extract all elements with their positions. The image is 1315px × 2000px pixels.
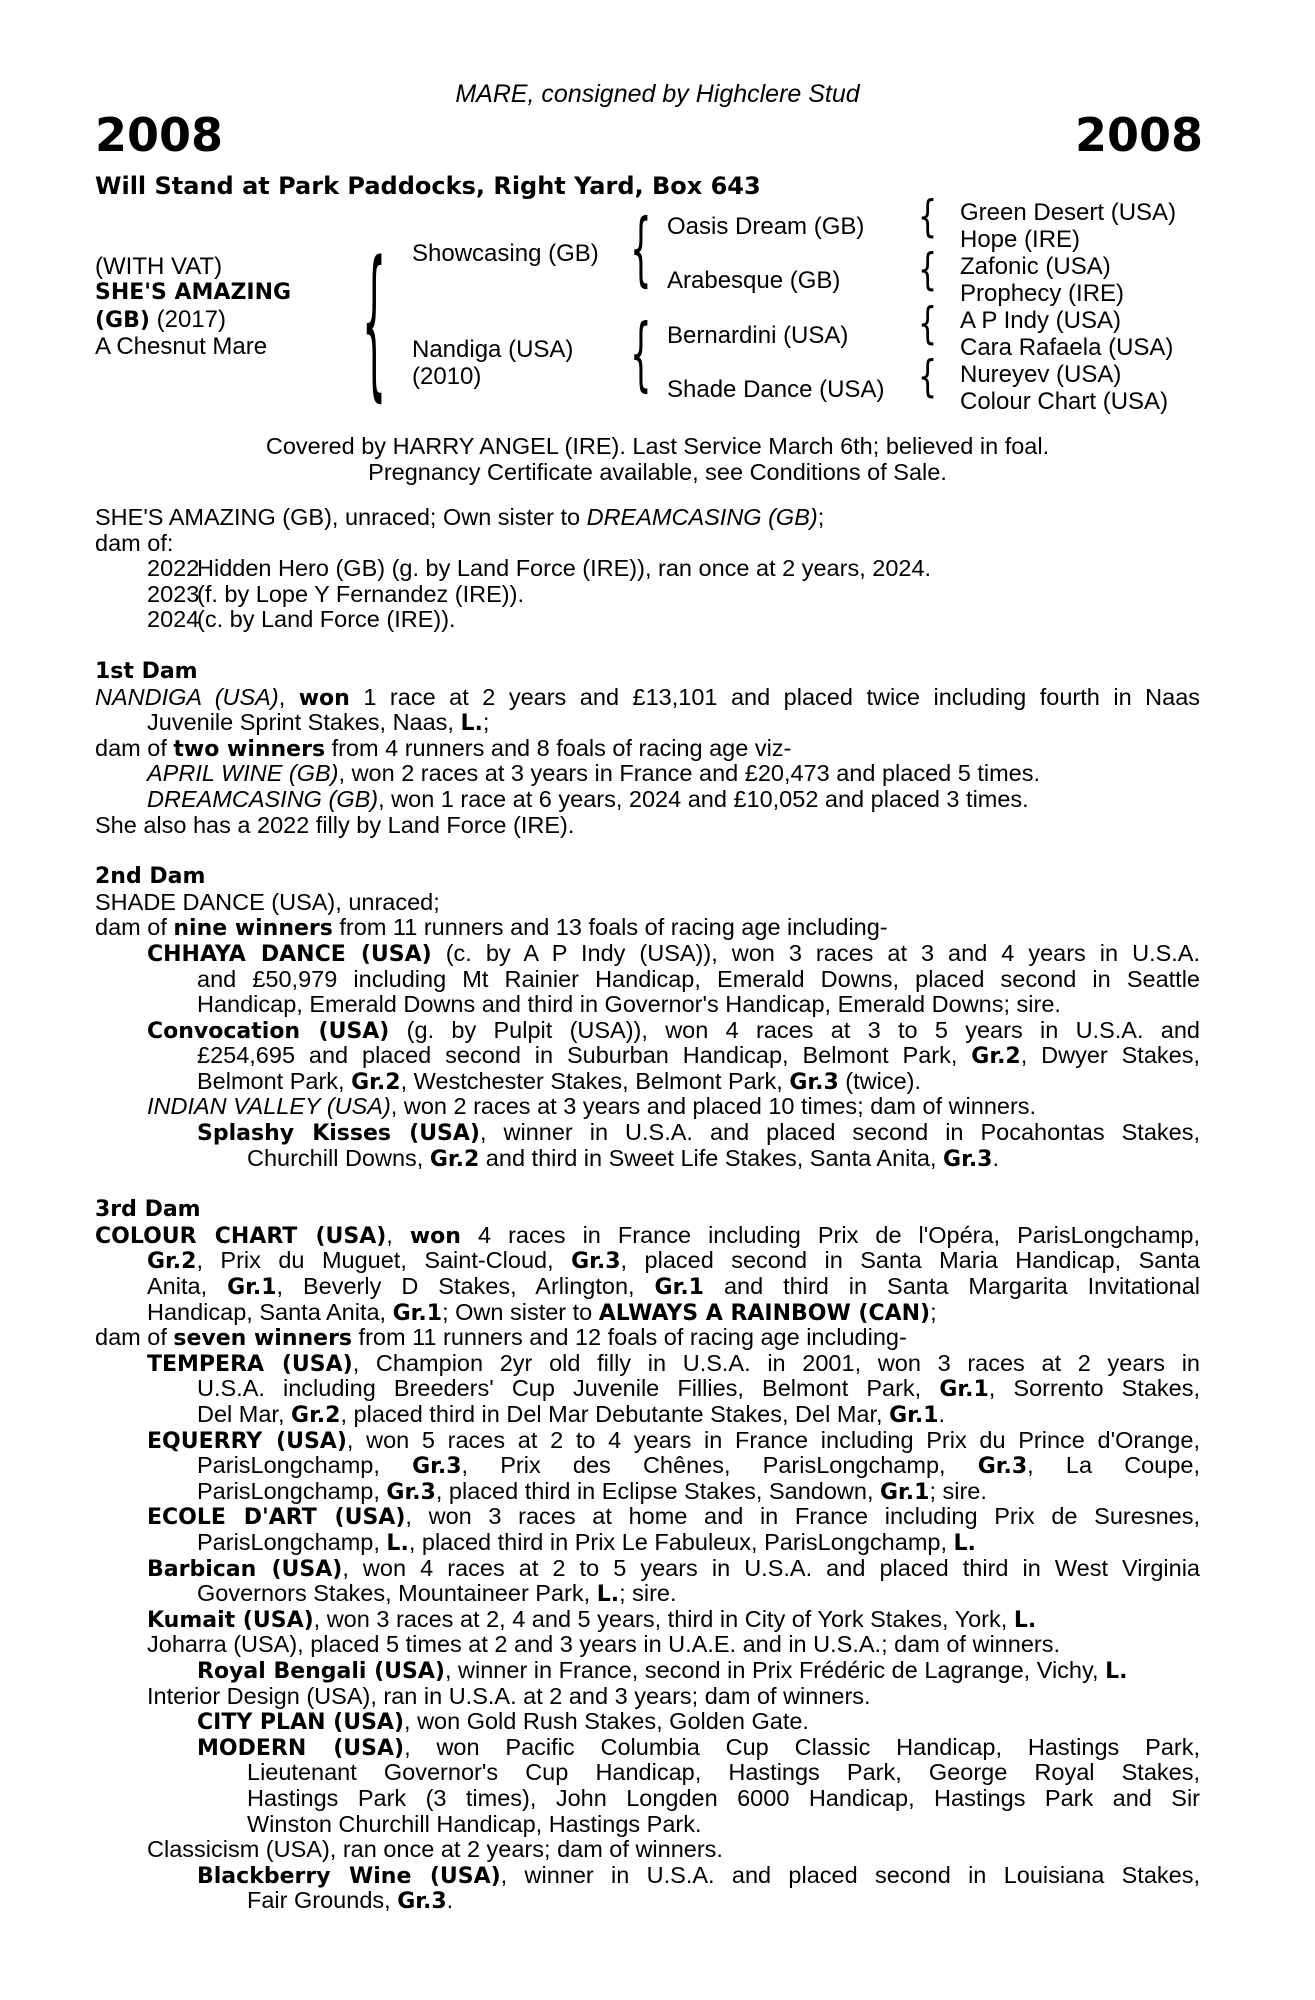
stand-location: Will Stand at Park Paddocks, Right Yard, Box 643 xyxy=(95,172,761,200)
brace-g4: { xyxy=(918,351,938,403)
first-dam-line: DREAMCASING (GB), won 1 race at 6 years, 2024 and £10,052 and placed 3 times. xyxy=(147,785,1029,812)
pedigree-sire-dam: Arabesque (GB) xyxy=(667,267,841,294)
pedigree-g7: Nureyev (USA) xyxy=(960,361,1122,388)
second-dam-line: dam of nine winners from 11 runners and 13 foals of racing age including- xyxy=(95,914,888,942)
pedigree-g4: Prophecy (IRE) xyxy=(960,280,1125,307)
third-dam-line: ParisLongchamp, Gr.3, Prix des Chênes, ParisLongchamp, Gr.3, La Coupe, xyxy=(197,1453,1200,1479)
first-dam-heading: 1st Dam xyxy=(95,658,198,684)
produce-intro-end: ; xyxy=(817,504,825,530)
brace-g1: { xyxy=(918,191,938,243)
produce-dam-of: dam of: xyxy=(95,529,174,556)
pedigree-dam-dam: Shade Dance (USA) xyxy=(667,376,885,403)
third-dam-line: Anita, Gr.1, Beverly D Stakes, Arlington, Gr.1 and third in Santa Margarita Invitational xyxy=(147,1274,1200,1300)
produce-intro-text: SHE'S AMAZING (GB), unraced; Own sister to xyxy=(95,504,587,530)
third-dam-line: Governors Stakes, Mountaineer Park, L.; sire. xyxy=(197,1580,677,1608)
pedigree-g6: Cara Rafaela (USA) xyxy=(960,334,1174,361)
third-dam-line: Classicism (USA), ran once at 2 years; dam of winners. xyxy=(147,1836,723,1863)
pedigree-g1: Green Desert (USA) xyxy=(960,199,1177,226)
horse-year: (2017) xyxy=(156,306,226,333)
vat-note: (WITH VAT) xyxy=(95,253,223,280)
third-dam-line: Del Mar, Gr.2, placed third in Del Mar Debutante Stakes, Del Mar, Gr.1. xyxy=(197,1401,946,1428)
third-dam-line: Joharra (USA), placed 5 times at 2 and 3 years in U.A.E. and in U.S.A.; dam of winners. xyxy=(147,1631,1061,1658)
second-dam-line: CHHAYA DANCE (USA) (c. by A P Indy (USA)), won 3 races at 3 and 4 years in U.S.A. xyxy=(147,940,1200,967)
third-dam-line: Barbican (USA), won 4 races at 2 to 5 years in U.S.A. and placed third in West Virginia xyxy=(147,1555,1200,1582)
horse-origin-line xyxy=(95,306,226,334)
produce-year: 2023 xyxy=(147,580,200,607)
consignment-line: MARE, consigned by Highclere Stud xyxy=(455,80,860,108)
third-dam-line: Lieutenant Governor's Cup Handicap, Hastings Park, George Royal Stakes, xyxy=(247,1760,1200,1786)
second-dam-line: INDIAN VALLEY (USA), won 2 races at 3 years and placed 10 times; dam of winners. xyxy=(147,1093,1037,1120)
second-dam-line: Splashy Kisses (USA), winner in U.S.A. and placed second in Pocahontas Stakes, xyxy=(197,1120,1200,1146)
produce-year: 2024 xyxy=(147,606,200,633)
third-dam-heading: 3rd Dam xyxy=(95,1197,201,1223)
third-dam-line: CITY PLAN (USA), won Gold Rush Stakes, Golden Gate. xyxy=(197,1708,809,1736)
third-dam-line: Handicap, Santa Anita, Gr.1; Own sister to ALWAYS A RAINBOW (CAN); xyxy=(147,1298,937,1326)
third-dam-line: Blackberry Wine (USA), winner in U.S.A. and placed second in Louisiana Stakes, xyxy=(197,1862,1200,1889)
pedigree-sire-sire: Oasis Dream (GB) xyxy=(667,213,865,240)
produce-intro-sister: DREAMCASING (GB) xyxy=(586,504,818,530)
pedigree-g2: Hope (IRE) xyxy=(960,226,1081,253)
lot-number-left: 2008 xyxy=(95,108,224,162)
pedigree-g8: Colour Chart (USA) xyxy=(960,388,1169,415)
pedigree-dam-sire: Bernardini (USA) xyxy=(667,322,849,349)
second-dam-line: Convocation (USA) (g. by Pulpit (USA)), won 4 races at 3 to 5 years in U.S.A. and xyxy=(147,1017,1200,1044)
third-dam-line: MODERN (USA), won Pacific Columbia Cup Classic Handicap, Hastings Park, xyxy=(197,1734,1200,1761)
second-dam-heading: 2nd Dam xyxy=(95,864,206,890)
third-dam-line: Gr.2, Prix du Muguet, Saint-Cloud, Gr.3, placed second in Santa Maria Handicap, Santa xyxy=(147,1248,1200,1275)
third-dam-line: Fair Grounds, Gr.3. xyxy=(247,1887,454,1915)
second-dam-line: £254,695 and placed second in Suburban Handicap, Belmont Park, Gr.2, Dwyer Stakes, xyxy=(197,1043,1200,1069)
produce-year: 2022 xyxy=(147,555,200,582)
covered-line-2: Pregnancy Certificate available, see Conditions of Sale. xyxy=(368,459,947,485)
third-dam-line: COLOUR CHART (USA), won 4 races in France including Prix de l'Opéra, ParisLongchamp, xyxy=(95,1222,1200,1249)
third-dam-line: Winston Churchill Handicap, Hastings Park. xyxy=(247,1810,702,1837)
second-dam-line: Churchill Downs, Gr.2 and third in Sweet Life Stakes, Santa Anita, Gr.3. xyxy=(247,1144,1000,1172)
third-dam-line: ECOLE D'ART (USA), won 3 races at home and in France including Prix de Suresnes, xyxy=(147,1504,1200,1530)
dam-line-brace: { xyxy=(630,307,652,402)
produce-item xyxy=(95,582,1200,608)
third-dam-line: EQUERRY (USA), won 5 races at 2 to 4 years in France including Prix du Prince d'Orange, xyxy=(147,1427,1200,1454)
third-dam-line: Interior Design (USA), ran in U.S.A. at 2 and 3 years; dam of winners. xyxy=(147,1682,871,1709)
third-dam-line: U.S.A. including Breeders' Cup Juvenile Fillies, Belmont Park, Gr.1, Sorrento Stakes, xyxy=(197,1376,1200,1402)
pedigree-dam-year: (2010) xyxy=(412,363,482,390)
pedigree-g3: Zafonic (USA) xyxy=(960,253,1111,280)
produce-text: Hidden Hero (GB) (g. by Land Force (IRE)), ran once at 2 years, 2024. xyxy=(197,555,932,582)
produce-item xyxy=(95,607,1200,633)
third-dam-line: dam of seven winners from 11 runners and 12 foals of racing age including- xyxy=(95,1324,907,1352)
lot-number-right: 2008 xyxy=(1075,108,1204,162)
second-dam-line: Handicap, Emerald Downs and third in Governor's Handicap, Emerald Downs; sire. xyxy=(197,991,1061,1018)
produce-text: (c. by Land Force (IRE)). xyxy=(197,606,456,633)
produce-item xyxy=(95,556,1200,582)
horse-name: SHE'S AMAZING xyxy=(95,280,292,305)
horse-country: (GB) xyxy=(95,308,150,333)
second-dam-line: Belmont Park, Gr.2, Westchester Stakes, Belmont Park, Gr.3 (twice). xyxy=(197,1067,922,1095)
second-dam-line: and £50,979 including Mt Rainier Handicap, Emerald Downs, placed second in Seattle xyxy=(197,966,1200,992)
third-dam-line: ParisLongchamp, Gr.3, placed third in Eclipse Stakes, Sandown, Gr.1; sire. xyxy=(197,1477,987,1505)
first-dam-line: dam of two winners from 4 runners and 8 foals of racing age viz- xyxy=(95,734,792,762)
produce-intro xyxy=(95,505,1200,531)
first-dam-line: NANDIGA (USA), won 1 race at 2 years and £13,101 and placed twice including fourth in Naas xyxy=(95,684,1200,711)
first-dam-line: APRIL WINE (GB), won 2 races at 3 years in France and £20,473 and placed 5 times. xyxy=(147,760,1041,787)
pedigree-dam: Nandiga (USA) xyxy=(412,336,574,363)
pedigree-sire: Showcasing (GB) xyxy=(412,240,599,267)
third-dam-line: Royal Bengali (USA), winner in France, second in Prix Frédéric de Lagrange, Vichy, L. xyxy=(197,1656,1128,1684)
pedigree-g5: A P Indy (USA) xyxy=(960,307,1121,334)
produce-text: (f. by Lope Y Fernandez (IRE)). xyxy=(197,580,524,607)
sire-dam-brace: { xyxy=(362,227,387,417)
third-dam-line: Hastings Park (3 times), John Longden 6000 Handicap, Hastings Park and Sir xyxy=(247,1785,1200,1811)
catalogue-body xyxy=(95,505,1200,1914)
horse-description: A Chesnut Mare xyxy=(95,333,268,360)
first-dam-line: She also has a 2022 filly by Land Force (IRE). xyxy=(95,811,575,838)
brace-g3: { xyxy=(918,298,938,350)
third-dam-line: TEMPERA (USA), Champion 2yr old filly in U.S.A. in 2001, won 3 races at 2 years in xyxy=(147,1350,1200,1377)
sire-line-brace: { xyxy=(630,202,652,297)
covered-line-1: Covered by HARRY ANGEL (IRE). Last Service March 6th; believed in foal. xyxy=(265,433,1050,459)
third-dam-line: ParisLongchamp, L., placed third in Prix Le Fabuleux, ParisLongchamp, L. xyxy=(197,1528,976,1556)
third-dam-line: Kumait (USA), won 3 races at 2, 4 and 5 years, third in City of York Stakes, York, L. xyxy=(147,1605,1037,1633)
brace-g2: { xyxy=(918,244,938,296)
second-dam-line: SHADE DANCE (USA), unraced; xyxy=(95,888,440,915)
first-dam-line: Juvenile Sprint Stakes, Naas, L.; xyxy=(147,709,490,737)
